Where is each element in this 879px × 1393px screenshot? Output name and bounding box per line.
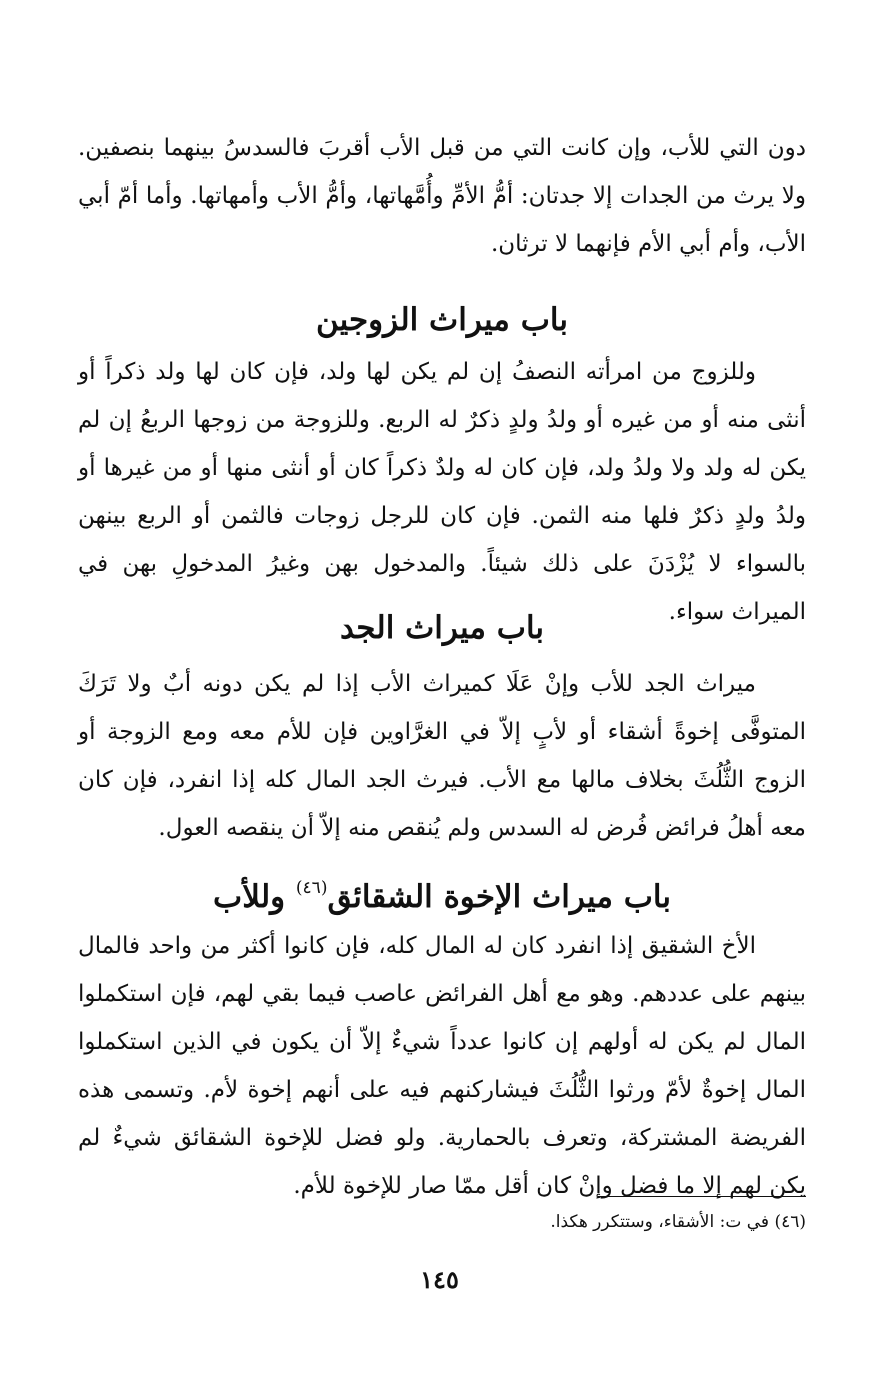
section-heading-brothers-tail: وللأب (213, 879, 296, 915)
footnote-separator (598, 1196, 806, 1197)
section-text-brothers: الأخ الشقيق إذا انفرد كان له المال كله، فإن كانوا أكثر من واحد فالمال بينهم على عددهم. وهو مع أهل الفرائض عاصب فيما بقي لهم، فإن استكملوا المال لم يكن له أولهم إن كانوا عدداً شيءٌ إلاّ أن يكون في الذين استكملوا المال إخوةٌ لأمّ ورثوا الثُّلُثَ فيشاركنهم فيه على أنهم إخوة لأم. وتسمى هذه الفريضة المشتركة، وتعرف بالحمارية. ولو فضل للإخوة الشقائق شيءٌ لم يكن لهم إلا ما فضل وإنْ كان أقل ممّا صار للإخوة للأم. (78, 933, 806, 1199)
section-text-spouses: وللزوج من امرأته النصفُ إن لم يكن لها ولد، فإن كان لها ولد ذكراً أو أنثى منه أو من غيره أو ولدُ ولدٍ ذكرٌ له الربع. وللزوجة من زوجها الربعُ إن لم يكن له ولد ولا ولدُ ولد، فإن كان له ولدٌ ذكراً كان أو أنثى منها أو من غيرها أو ولدُ ولدٍ ذكرٌ فلها منه الثمن. فإن كان للرجل زوجات فالثمن أو الربع بينهن بالسواء لا يُزْدَنَ على ذلك شيئاً. والمدخول بهن وغيرُ المدخولِ بهن في الميراث سواء. (78, 359, 806, 625)
section-heading-brothers (78, 866, 806, 919)
section-heading-spouses: باب ميراث الزوجين (316, 302, 568, 338)
page-number: ١٤٥ (420, 1265, 459, 1294)
footnote-marker: (٤٦) (774, 1212, 806, 1232)
section-paragraph-grandfather (78, 660, 806, 852)
footnote (78, 1208, 806, 1236)
intro-paragraph (78, 124, 806, 268)
section-text-grandfather: ميراث الجد للأب وإنْ عَلَا كميراث الأب إذا لم يكن دونه أبٌ ولا تَرَكَ المتوفَّى إخوةً أشقاء أو لأبٍ إلاّ في الغرَّاوين فإن للأم معه ومع الزوجة أو الزوج الثُّلُثَ بخلاف مالها مع الأب. فيرث الجد المال كله إذا انفرد، فإن كان معه أهلُ فرائض فُرض له السدس ولم يُنقص منه إلاّ أن ينقصه العول. (78, 671, 806, 841)
section-paragraph-spouses (78, 348, 806, 636)
section-heading-grandfather: باب ميراث الجد (339, 610, 545, 646)
footnote-text: في ت: الأشقاء، وستتكرر هكذا. (550, 1212, 770, 1232)
footnote-reference: (٤٦) (295, 878, 328, 898)
intro-text: دون التي للأب، وإن كانت التي من قبل الأب أقربَ فالسدسُ بينهما بنصفين. ولا يرث من الجدات إلا جدتان: أمُّ الأمِّ وأُمَّهاتها، وأمُّ الأب وأمهاتها. وأما أمّ أبي الأب، وأم أبي الأم فإنهما لا ترثان. (78, 135, 806, 257)
section-paragraph-brothers (78, 922, 806, 1210)
section-heading-brothers-main: باب ميراث الإخوة الشقائق (327, 879, 671, 915)
